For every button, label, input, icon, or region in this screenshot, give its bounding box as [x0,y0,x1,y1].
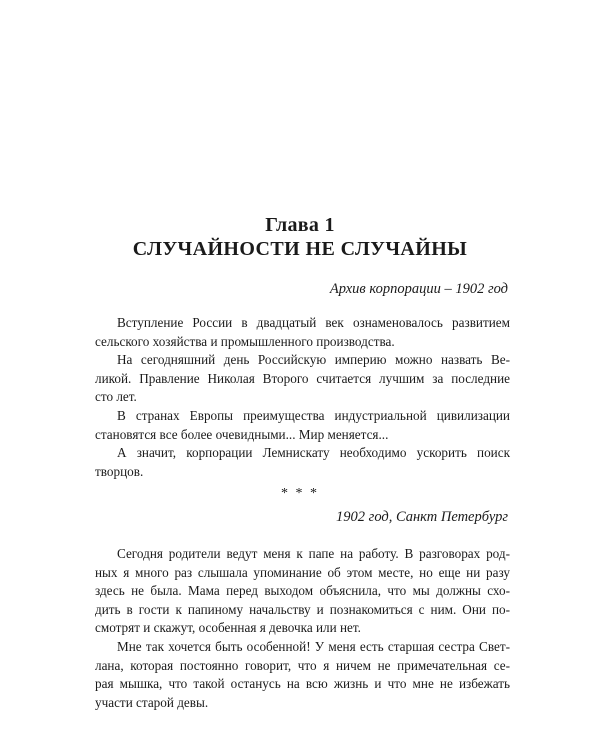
paragraph-line: ликой. Правление Николая Второго считается лучшим за последние [95,370,510,386]
paragraph-line: Мне так хочется быть особенной! У меня есть старшая сестра Свет- [117,638,510,654]
paragraph-line: участи старой девы. [95,694,209,710]
paragraph-line: здесь не была. Мама перед выходом объяснила, что мы должны схо- [95,583,510,599]
section-separator: * * * [281,486,319,501]
paragraph-line: На сегодняшний день Российскую империю можно назвать Ве- [117,352,510,368]
paragraph-line: А значит, корпорации Лемнискату необходимо ускорить поиск [117,445,510,461]
archive-text-block [95,314,510,481]
paragraph-line: Вступление России в двадцатый век ознаменовалось развитием [117,315,510,330]
paragraph-line: Сегодня родители ведут меня к папе на работу. В разговорах род- [117,546,510,561]
paragraph-line: дить в гости к папиному начальству и познакомиться с ним. Они по- [95,601,510,617]
paragraph-line: творцов. [95,463,144,479]
paragraph-line: лана, которая постоянно говорит, что я ничем не примечательная се- [95,657,510,673]
paragraph-line: сельского хозяйства и промышленного производства. [95,333,395,349]
paragraph-line: ных я много раз слышала упоминание об этом месте, но еще ни разу [95,564,510,580]
story-text-block [95,545,510,712]
epigraph-archive: Архив корпорации – 1902 год [329,281,508,297]
paragraph-line: В странах Европы преимущества индустриальной цивилизации [117,407,510,423]
paragraph-line: сто лет. [95,389,137,405]
paragraph-line: рая мышка, что такой останусь на всю жизнь и что мне не избежать [95,676,510,692]
chapter-title: СЛУЧАЙНОСТИ НЕ СЛУЧАЙНЫ [132,238,468,260]
paragraph-line: становятся все более очевидными... Мир меняется... [95,426,389,442]
chapter-number: Глава 1 [265,214,335,236]
paragraph-line: смотрят и скажут, особенная я девочка или нет. [95,620,361,636]
epigraph-place-date: 1902 год, Санкт Петербург [336,509,508,525]
